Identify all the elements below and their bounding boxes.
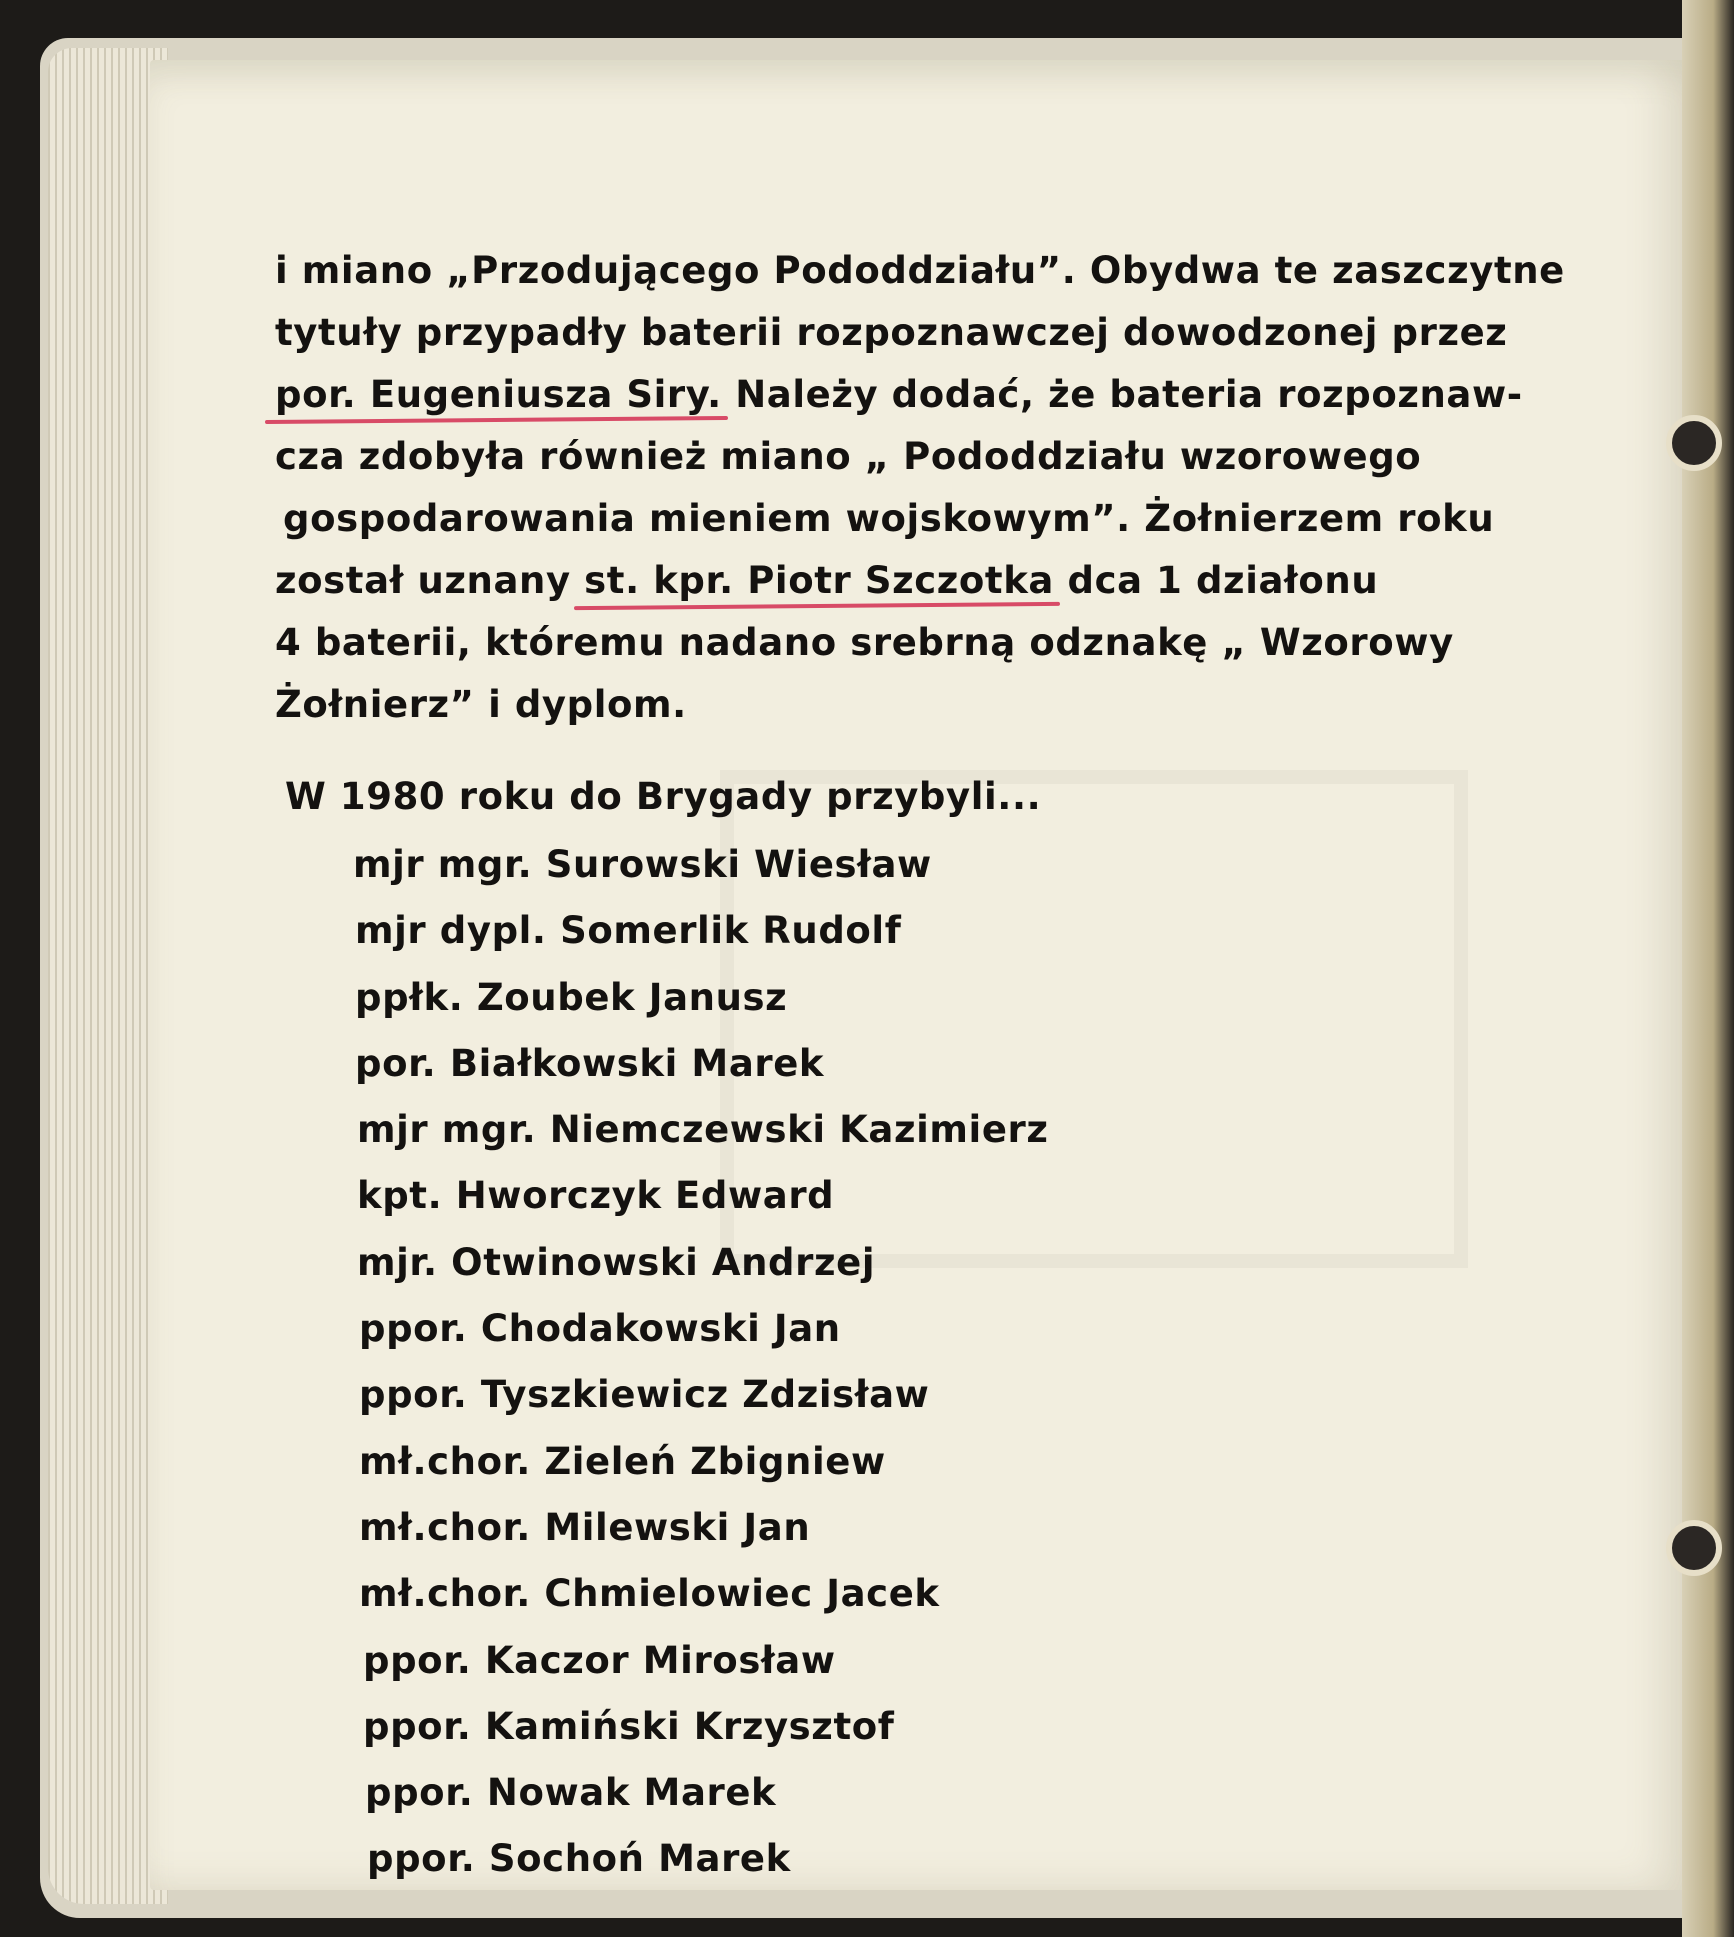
binder-edge bbox=[1682, 0, 1734, 1937]
list-item: ppor. Kaczor Mirosław bbox=[363, 1638, 836, 1682]
paragraph-line bbox=[275, 364, 1523, 426]
list-item: ppor. Tyszkiewicz Zdzisław bbox=[359, 1373, 930, 1417]
arrivals-heading: W 1980 roku do Brygady przybyli... bbox=[285, 775, 1042, 818]
arrivals-list bbox=[275, 832, 1515, 1893]
list-item: ppor. Kamiński Krzysztof bbox=[363, 1704, 895, 1748]
paragraph-line: tytuły przypadły baterii rozpoznawczej dowodzonej przez bbox=[275, 311, 1508, 354]
list-item: kpt. Hworczyk Edward bbox=[357, 1174, 835, 1218]
list-item: mjr. Otwinowski Andrzej bbox=[357, 1240, 876, 1284]
underlined-name: por. Eugeniusza Siry. bbox=[275, 364, 722, 426]
list-item: ppor. Sochoń Marek bbox=[367, 1837, 791, 1881]
list-item: mjr dypl. Somerlik Rudolf bbox=[355, 909, 902, 953]
paragraph-line: Żołnierz” i dyplom. bbox=[275, 683, 687, 726]
list-item: mł.chor. Chmielowiec Jacek bbox=[359, 1572, 940, 1616]
paragraph-text: Należy dodać, że bateria rozpoznaw- bbox=[721, 373, 1523, 416]
paragraph-line bbox=[275, 550, 1515, 612]
list-item: mł.chor. Milewski Jan bbox=[359, 1505, 811, 1549]
list-item: mł.chor. Zieleń Zbigniew bbox=[359, 1439, 886, 1483]
paragraph-line: 4 baterii, któremu nadano srebrną odznakę „ Wzorowy bbox=[275, 621, 1454, 664]
paragraph-text: został uznany bbox=[275, 559, 585, 602]
list-item: por. Białkowski Marek bbox=[355, 1041, 825, 1085]
list-item: ppor. Chodakowski Jan bbox=[359, 1307, 841, 1351]
paragraph-line: cza zdobyła również miano „ Pododdziału wzorowego bbox=[275, 435, 1422, 478]
handwritten-text bbox=[275, 240, 1565, 1893]
paragraph-line: gospodarowania mieniem wojskowym”. Żołnierzem roku bbox=[283, 497, 1495, 540]
list-item: ppłk. Zoubek Janusz bbox=[355, 975, 788, 1019]
paragraph-text: dca 1 działonu bbox=[1054, 559, 1379, 602]
list-item: mjr mgr. Surowski Wiesław bbox=[353, 843, 932, 886]
underlined-name: st. kpr. Piotr Szczotka bbox=[584, 550, 1054, 612]
binder-hole-bottom bbox=[1666, 1520, 1722, 1576]
paragraph-line: i miano „Przodującego Pododdziału”. Obydwa te zaszczytne bbox=[275, 249, 1565, 292]
list-item: ppor. Nowak Marek bbox=[365, 1771, 777, 1815]
binder-hole-top bbox=[1666, 415, 1722, 471]
list-item: mjr mgr. Niemczewski Kazimierz bbox=[357, 1108, 1049, 1152]
